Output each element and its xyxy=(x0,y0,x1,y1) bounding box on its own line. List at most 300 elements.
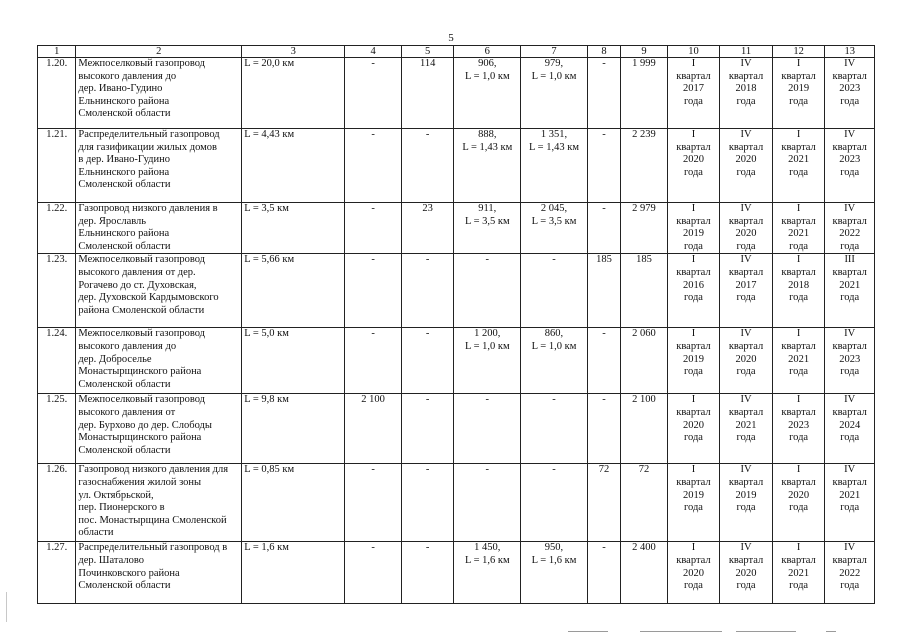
length-cell: L = 9,8 км xyxy=(242,394,345,464)
quarter-cell-col13-line: года xyxy=(840,432,860,444)
quarter-cell-col11-line: квартал xyxy=(728,476,764,488)
value-cell-col7-line: - xyxy=(552,464,556,476)
value-cell-col7 xyxy=(521,254,588,328)
quarter-cell-col10-line: I xyxy=(691,328,696,340)
quarter-cell-col13-line: IV xyxy=(844,328,856,340)
quarter-cell-col13 xyxy=(825,464,875,542)
object-name-cell-line: ул. Октябрьской, xyxy=(78,489,154,501)
value-cell-col4: - xyxy=(345,328,402,394)
quarter-cell-col13 xyxy=(825,203,875,254)
value-cell-col4: - xyxy=(345,464,402,542)
total-cell: 2 239 xyxy=(621,129,668,203)
object-name-cell-line: Ельнинского района xyxy=(78,228,170,240)
quarter-cell-col11 xyxy=(720,464,773,542)
value-cell-col4: - xyxy=(345,542,402,604)
quarter-cell-col13-line: квартал xyxy=(832,215,867,227)
value-cell-col8: - xyxy=(587,129,620,203)
value-cell-col7-line: - xyxy=(552,394,556,406)
object-name-cell xyxy=(76,328,242,394)
quarter-cell-col12 xyxy=(772,254,825,328)
total-cell: 72 xyxy=(621,464,668,542)
quarter-cell-col13-line: года xyxy=(840,580,860,592)
value-cell-col6 xyxy=(454,542,521,604)
value-cell-col7 xyxy=(521,542,588,604)
quarter-cell-col10-line: года xyxy=(683,166,703,178)
object-name-cell-line: района Смоленской области xyxy=(78,304,205,316)
quarter-cell-col11-line: года xyxy=(736,95,756,107)
object-name-cell xyxy=(76,254,242,328)
quarter-cell-col12-line: квартал xyxy=(781,406,816,418)
table-row xyxy=(38,394,875,464)
quarter-cell-col11 xyxy=(720,203,773,254)
value-cell-col6 xyxy=(454,203,521,254)
total-cell: 2 060 xyxy=(621,328,668,394)
quarter-cell-col10-line: 2020 xyxy=(682,154,704,166)
quarter-cell-col13-line: 2023 xyxy=(839,83,861,95)
value-cell-col7-line: - xyxy=(552,254,556,266)
scan-artifact xyxy=(640,631,722,632)
object-name-cell-line: Ельнинского района xyxy=(78,95,170,107)
quarter-cell-col11-line: года xyxy=(736,240,756,252)
object-name-cell-line: пос. Монастырщина Смоленской xyxy=(78,514,227,526)
quarter-cell-col12-line: года xyxy=(789,366,809,378)
quarter-cell-col11-line: IV xyxy=(740,464,752,476)
value-cell-col4: - xyxy=(345,58,402,129)
object-name-cell-line: пер. Пионерского в xyxy=(78,502,165,514)
quarter-cell-col11 xyxy=(720,58,773,129)
quarter-cell-col10 xyxy=(667,542,720,604)
quarter-cell-col10-line: года xyxy=(683,95,703,107)
quarter-cell-col13-line: года xyxy=(840,292,860,304)
value-cell-col7-line: L = 1,6 км xyxy=(531,554,577,566)
quarter-cell-col11-line: IV xyxy=(740,542,752,554)
quarter-cell-col10-line: года xyxy=(683,502,703,514)
value-cell-col6-line: - xyxy=(485,464,490,476)
value-cell-col6-line: 906, xyxy=(478,58,497,69)
quarter-cell-col12-line: 2021 xyxy=(788,567,810,579)
column-header: 9 xyxy=(621,46,668,58)
quarter-cell-col10 xyxy=(667,254,720,328)
quarter-cell-col11-line: квартал xyxy=(728,215,764,227)
object-name-cell-line: Монастырщинского района xyxy=(78,366,202,378)
object-name-cell xyxy=(76,464,242,542)
quarter-cell-col13-line: 2021 xyxy=(839,279,861,291)
quarter-cell-col10-line: года xyxy=(683,580,703,592)
quarter-cell-col12-line: квартал xyxy=(781,340,816,352)
quarter-cell-col11-line: 2018 xyxy=(735,83,757,95)
object-name-cell-line: газоснабжения жилой зоны xyxy=(78,476,202,488)
value-cell-col7-line: 860, xyxy=(544,328,564,340)
object-name-cell-line: Межпоселковый газопровод xyxy=(78,254,206,266)
quarter-cell-col12 xyxy=(772,129,825,203)
object-name-cell-line: Газопровод низкого давления в xyxy=(78,203,218,214)
value-cell-col8: - xyxy=(587,542,620,604)
quarter-cell-col13-line: 2024 xyxy=(839,419,861,431)
value-cell-col7 xyxy=(521,464,588,542)
quarter-cell-col13-line: 2021 xyxy=(839,489,861,501)
value-cell-col5: 23 xyxy=(401,203,454,254)
quarter-cell-col12-line: 2023 xyxy=(788,419,810,431)
value-cell-col4: - xyxy=(345,254,402,328)
quarter-cell-col13 xyxy=(825,542,875,604)
value-cell-col5: - xyxy=(401,464,454,542)
value-cell-col4: - xyxy=(345,203,402,254)
quarter-cell-col13-line: квартал xyxy=(832,340,867,352)
quarter-cell-col12 xyxy=(772,58,825,129)
value-cell-col6 xyxy=(454,129,521,203)
object-name-cell-line: для газификации жилых домов xyxy=(78,141,217,153)
object-name-cell xyxy=(76,542,242,604)
column-header: 1 xyxy=(38,46,76,58)
quarter-cell-col13-line: IV xyxy=(844,464,856,476)
object-name-cell xyxy=(76,203,242,254)
value-cell-col7-line: 1 351, xyxy=(540,129,568,140)
quarter-cell-col11-line: 2020 xyxy=(735,154,757,166)
table-row xyxy=(38,254,875,328)
quarter-cell-col11-line: IV xyxy=(740,129,752,140)
value-cell-col7-line: L = 1,43 км xyxy=(529,141,579,153)
quarter-cell-col10 xyxy=(667,58,720,129)
length-cell: L = 0,85 км xyxy=(242,464,345,542)
object-name-cell-line: высокого давления до xyxy=(78,340,177,352)
quarter-cell-col10-line: I xyxy=(691,58,696,69)
column-number-row xyxy=(38,46,875,58)
value-cell-col6-line: - xyxy=(485,394,490,406)
item-number-cell: 1.26. xyxy=(38,464,76,542)
value-cell-col6 xyxy=(454,254,521,328)
value-cell-col7 xyxy=(521,203,588,254)
column-header: 11 xyxy=(720,46,773,58)
quarter-cell-col11-line: года xyxy=(736,502,756,514)
quarter-cell-col10-line: I xyxy=(691,129,696,140)
column-header: 6 xyxy=(454,46,521,58)
quarter-cell-col13-line: IV xyxy=(844,58,856,69)
quarter-cell-col11-line: IV xyxy=(740,58,752,69)
total-cell: 1 999 xyxy=(621,58,668,129)
object-name-cell-line: Рогачево до ст. Духовская, xyxy=(78,279,197,291)
column-header: 13 xyxy=(825,46,875,58)
quarter-cell-col12-line: года xyxy=(789,292,809,304)
quarter-cell-col10-line: 2019 xyxy=(682,353,704,365)
object-name-cell-line: Смоленской области xyxy=(78,240,171,252)
object-name-cell-line: Ельнинского района xyxy=(78,166,170,178)
table-row xyxy=(38,129,875,203)
total-cell: 2 400 xyxy=(621,542,668,604)
quarter-cell-col11-line: квартал xyxy=(728,554,764,566)
quarter-cell-col12-line: I xyxy=(796,328,801,340)
quarter-cell-col10 xyxy=(667,394,720,464)
quarter-cell-col11-line: года xyxy=(736,366,756,378)
item-number-cell: 1.24. xyxy=(38,328,76,394)
quarter-cell-col11-line: года xyxy=(736,432,756,444)
quarter-cell-col11-line: 2020 xyxy=(735,353,757,365)
object-name-cell-line: высокого давления до xyxy=(78,70,177,82)
object-name-cell xyxy=(76,394,242,464)
object-name-cell-line: Смоленской области xyxy=(78,179,171,191)
value-cell-col8: - xyxy=(587,328,620,394)
object-name-cell-line: Смоленской области xyxy=(78,580,171,592)
value-cell-col6 xyxy=(454,464,521,542)
value-cell-col6-line: 1 450, xyxy=(474,542,501,554)
quarter-cell-col13-line: года xyxy=(840,95,860,107)
quarter-cell-col12-line: I xyxy=(796,129,801,140)
quarter-cell-col13-line: квартал xyxy=(832,70,867,82)
quarter-cell-col13 xyxy=(825,328,875,394)
quarter-cell-col11-line: IV xyxy=(740,203,752,214)
quarter-cell-col10-line: квартал xyxy=(676,554,711,566)
quarter-cell-col11-line: IV xyxy=(740,328,752,340)
value-cell-col7 xyxy=(521,58,588,129)
item-number-cell: 1.23. xyxy=(38,254,76,328)
quarter-cell-col13-line: квартал xyxy=(832,554,867,566)
quarter-cell-col12-line: I xyxy=(796,464,801,476)
quarter-cell-col12-line: 2021 xyxy=(788,154,810,166)
value-cell-col7-line: 950, xyxy=(544,542,564,554)
quarter-cell-col13 xyxy=(825,58,875,129)
quarter-cell-col13-line: IV xyxy=(844,542,856,554)
quarter-cell-col12-line: I xyxy=(796,542,801,554)
quarter-cell-col11-line: квартал xyxy=(728,266,764,278)
quarter-cell-col13-line: года xyxy=(840,502,860,514)
value-cell-col5: - xyxy=(401,394,454,464)
quarter-cell-col12-line: квартал xyxy=(781,266,816,278)
value-cell-col7-line: L = 1,0 км xyxy=(531,340,577,352)
quarter-cell-col13-line: квартал xyxy=(832,141,867,153)
quarter-cell-col13-line: квартал xyxy=(832,476,867,488)
total-cell: 2 100 xyxy=(621,394,668,464)
quarter-cell-col13 xyxy=(825,254,875,328)
quarter-cell-col12-line: I xyxy=(796,58,801,69)
quarter-cell-col12-line: 2018 xyxy=(788,279,810,291)
quarter-cell-col11 xyxy=(720,394,773,464)
quarter-cell-col11-line: 2020 xyxy=(735,228,757,240)
quarter-cell-col10-line: квартал xyxy=(676,406,711,418)
quarter-cell-col10-line: 2020 xyxy=(682,419,704,431)
quarter-cell-col13 xyxy=(825,394,875,464)
object-name-cell-line: дер. Духовской Кардымовского xyxy=(78,292,219,304)
object-name-cell-line: Распределительный газопровод xyxy=(78,129,220,140)
quarter-cell-col12-line: года xyxy=(789,166,809,178)
quarter-cell-col11-line: IV xyxy=(740,394,752,406)
quarter-cell-col13-line: года xyxy=(840,240,860,252)
quarter-cell-col11 xyxy=(720,328,773,394)
column-header: 4 xyxy=(345,46,402,58)
value-cell-col6-line: 888, xyxy=(478,129,497,140)
value-cell-col6-line: L = 1,6 км xyxy=(464,554,510,566)
quarter-cell-col10-line: 2016 xyxy=(682,279,704,291)
column-header: 12 xyxy=(772,46,825,58)
quarter-cell-col13-line: квартал xyxy=(832,266,867,278)
quarter-cell-col12-line: года xyxy=(789,502,809,514)
quarter-cell-col12 xyxy=(772,464,825,542)
length-cell: L = 20,0 км xyxy=(242,58,345,129)
quarter-cell-col11-line: года xyxy=(736,166,756,178)
item-number-cell: 1.22. xyxy=(38,203,76,254)
value-cell-col7 xyxy=(521,129,588,203)
object-name-cell-line: дер. Ярославль xyxy=(78,215,147,227)
value-cell-col8: - xyxy=(587,203,620,254)
quarter-cell-col13-line: IV xyxy=(844,129,856,140)
quarter-cell-col11-line: 2021 xyxy=(735,419,757,431)
object-name-cell-line: Смоленской области xyxy=(78,444,171,456)
scan-artifact xyxy=(826,631,836,632)
object-name-cell-line: дер. Шаталово xyxy=(78,554,144,566)
object-name-cell-line: области xyxy=(78,527,114,539)
value-cell-col7-line: 2 045, xyxy=(540,203,568,214)
quarter-cell-col12-line: 2020 xyxy=(788,489,810,501)
value-cell-col7-line: 979, xyxy=(544,58,564,69)
quarter-cell-col13-line: IV xyxy=(844,394,856,406)
quarter-cell-col12-line: квартал xyxy=(781,476,816,488)
quarter-cell-col12-line: I xyxy=(796,203,801,214)
value-cell-col6 xyxy=(454,328,521,394)
quarter-cell-col11 xyxy=(720,129,773,203)
quarter-cell-col12-line: квартал xyxy=(781,215,816,227)
object-name-cell-line: Межпоселковый газопровод xyxy=(78,58,206,69)
column-header: 3 xyxy=(242,46,345,58)
object-name-cell xyxy=(76,129,242,203)
object-name-cell-line: Межпоселковый газопровод xyxy=(78,328,206,340)
object-name-cell-line: Смоленской области xyxy=(78,108,171,120)
quarter-cell-col11-line: квартал xyxy=(728,70,764,82)
quarter-cell-col11-line: квартал xyxy=(728,340,764,352)
scan-artifact xyxy=(6,592,7,622)
quarter-cell-col12 xyxy=(772,328,825,394)
length-cell: L = 4,43 км xyxy=(242,129,345,203)
quarter-cell-col10-line: I xyxy=(691,203,696,214)
value-cell-col6-line: 911, xyxy=(478,203,497,214)
object-name-cell-line: дер. Бурхово до дер. Слободы xyxy=(78,419,212,431)
scan-artifact xyxy=(568,631,608,632)
object-name-cell-line: Починковского района xyxy=(78,567,180,579)
quarter-cell-col10 xyxy=(667,203,720,254)
value-cell-col5: - xyxy=(401,328,454,394)
value-cell-col8: - xyxy=(587,58,620,129)
value-cell-col4: - xyxy=(345,129,402,203)
quarter-cell-col12-line: I xyxy=(796,394,801,406)
quarter-cell-col13-line: года xyxy=(840,166,860,178)
quarter-cell-col12 xyxy=(772,203,825,254)
quarter-cell-col11-line: 2019 xyxy=(735,489,757,501)
object-name-cell-line: Распределительный газопровод в xyxy=(78,542,228,554)
quarter-cell-col12 xyxy=(772,542,825,604)
length-cell: L = 1,6 км xyxy=(242,542,345,604)
value-cell-col8: 185 xyxy=(587,254,620,328)
quarter-cell-col13-line: 2022 xyxy=(839,567,861,579)
quarter-cell-col12-line: года xyxy=(789,580,809,592)
quarter-cell-col12 xyxy=(772,394,825,464)
table-row xyxy=(38,464,875,542)
item-number-cell: 1.21. xyxy=(38,129,76,203)
quarter-cell-col13-line: года xyxy=(840,366,860,378)
quarter-cell-col13 xyxy=(825,129,875,203)
value-cell-col5: 114 xyxy=(401,58,454,129)
length-cell: L = 3,5 км xyxy=(242,203,345,254)
quarter-cell-col10-line: квартал xyxy=(676,266,711,278)
column-header: 2 xyxy=(76,46,242,58)
object-name-cell xyxy=(76,58,242,129)
object-name-cell-line: высокого давления от дер. xyxy=(78,266,196,278)
column-header: 7 xyxy=(521,46,588,58)
page-number: 5 xyxy=(448,32,454,44)
quarter-cell-col10-line: 2017 xyxy=(682,83,704,95)
quarter-cell-col11-line: года xyxy=(736,292,756,304)
quarter-cell-col11 xyxy=(720,254,773,328)
item-number-cell: 1.27. xyxy=(38,542,76,604)
column-header: 10 xyxy=(667,46,720,58)
total-cell: 2 979 xyxy=(621,203,668,254)
value-cell-col6-line: 1 200, xyxy=(474,328,501,340)
quarter-cell-col10-line: года xyxy=(683,432,703,444)
table-row xyxy=(38,542,875,604)
object-name-cell-line: Межпоселковый газопровод xyxy=(78,394,206,406)
value-cell-col7 xyxy=(521,328,588,394)
value-cell-col6-line: L = 1,0 км xyxy=(464,340,510,352)
item-number-cell: 1.25. xyxy=(38,394,76,464)
value-cell-col6-line: - xyxy=(485,254,490,266)
quarter-cell-col12-line: 2021 xyxy=(788,228,810,240)
quarter-cell-col13-line: III xyxy=(844,254,855,266)
quarter-cell-col11-line: квартал xyxy=(728,141,764,153)
quarter-cell-col10-line: года xyxy=(683,240,703,252)
column-header: 5 xyxy=(401,46,454,58)
value-cell-col5: - xyxy=(401,542,454,604)
quarter-cell-col12-line: 2019 xyxy=(788,83,810,95)
value-cell-col5: - xyxy=(401,254,454,328)
quarter-cell-col11-line: IV xyxy=(740,254,752,266)
object-name-cell-line: дер. Ивано-Гудино xyxy=(78,83,163,95)
object-name-cell-line: дер. Доброселье xyxy=(78,353,152,365)
table-row xyxy=(38,203,875,254)
quarter-cell-col10-line: квартал xyxy=(676,340,711,352)
quarter-cell-col10-line: I xyxy=(691,254,696,266)
length-cell: L = 5,66 км xyxy=(242,254,345,328)
value-cell-col6-line: L = 1,0 км xyxy=(464,70,510,82)
quarter-cell-col12-line: квартал xyxy=(781,141,816,153)
object-name-cell-line: в дер. Ивано-Гудино xyxy=(78,154,171,166)
table-row xyxy=(38,58,875,129)
value-cell-col5: - xyxy=(401,129,454,203)
quarter-cell-col10-line: 2019 xyxy=(682,228,704,240)
quarter-cell-col10-line: I xyxy=(691,542,696,554)
quarter-cell-col12-line: квартал xyxy=(781,70,816,82)
quarter-cell-col10-line: I xyxy=(691,394,696,406)
quarter-cell-col13-line: квартал xyxy=(832,406,867,418)
quarter-cell-col10-line: года xyxy=(683,366,703,378)
quarter-cell-col13-line: 2023 xyxy=(839,154,861,166)
length-cell: L = 5,0 км xyxy=(242,328,345,394)
table-row xyxy=(38,328,875,394)
quarter-cell-col10 xyxy=(667,328,720,394)
quarter-cell-col12-line: года xyxy=(789,95,809,107)
object-name-cell-line: высокого давления от xyxy=(78,406,176,418)
item-number-cell: 1.20. xyxy=(38,58,76,129)
quarter-cell-col12-line: 2021 xyxy=(788,353,810,365)
quarter-cell-col11-line: 2017 xyxy=(735,279,757,291)
quarter-cell-col11-line: года xyxy=(736,580,756,592)
quarter-cell-col12-line: года xyxy=(789,240,809,252)
quarter-cell-col10-line: года xyxy=(683,292,703,304)
value-cell-col8: 72 xyxy=(587,464,620,542)
quarter-cell-col11-line: 2020 xyxy=(735,567,757,579)
quarter-cell-col10 xyxy=(667,464,720,542)
column-header: 8 xyxy=(587,46,620,58)
quarter-cell-col12-line: квартал xyxy=(781,554,816,566)
quarter-cell-col12-line: I xyxy=(796,254,801,266)
gas-pipeline-table xyxy=(37,45,875,604)
quarter-cell-col12-line: года xyxy=(789,432,809,444)
value-cell-col6-line: L = 1,43 км xyxy=(462,141,513,153)
